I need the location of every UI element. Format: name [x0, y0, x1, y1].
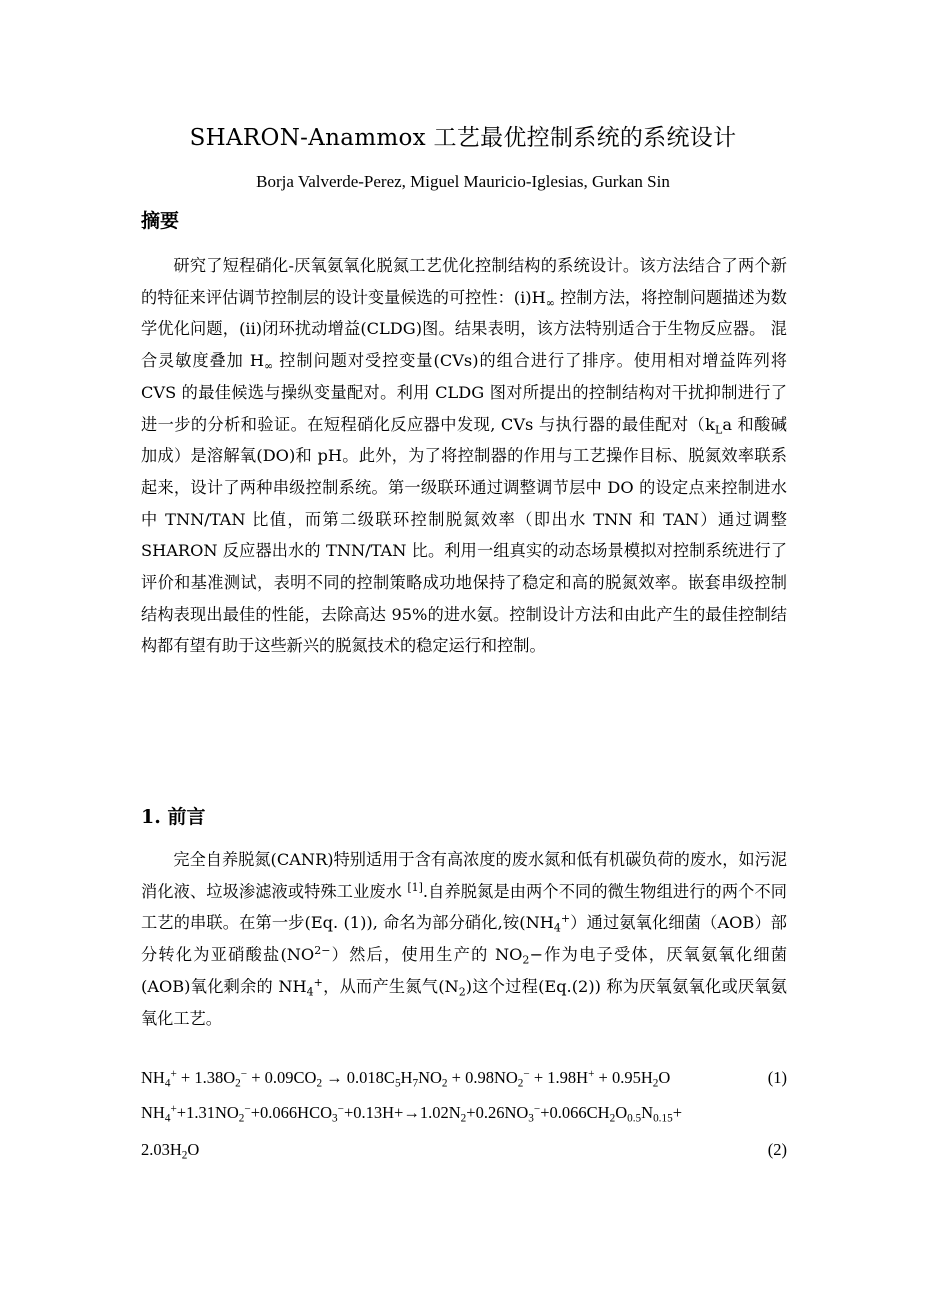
abstract-heading: 摘要 [141, 210, 180, 232]
paper-authors: Borja Valverde-Perez, Miguel Mauricio-Iglesias, Gurkan Sin [256, 172, 670, 191]
equation-1: $NH_4^+ + 1.38O_2^- + 0.09CO_2 \to 0.018C_5H_7NO_2 + 0.98NO_2^- + 1.98H^+ + 0.95H_2O$ (1) [141, 1067, 787, 1090]
equation-2-continuation: $2.03H_2O$ (2) [141, 1140, 787, 1162]
equation-1-number: (1) [767, 1068, 787, 1087]
intro-heading: 1. 前言 [141, 806, 206, 828]
abstract-paragraph: 研究了短程硝化-厌氧氨氧化脱氮工艺优化控制结构的系统设计。该方法结合了两个新的特征来评估调节控制层的设计变量候选的可控性：$(i)H_\infty$ 控制方法，将控制问题描述为数学优化问题，(ii)闭环扰动增益(CLDG)图。结果表明，该方法特别适合于生物反应器。 混合灵敏度叠加 $H_\infty$ 控制问题对受控变量(CVs)的组合进行了排序。使用相对增益阵列将 CVS 的最佳候选与操纵变量配对。利用 CLDG 图对所提出的控制结构对干扰抑制进行了进一步的分析和验证。在短程硝化反应器中发现, CVs 与执行器的最佳配对（$k_La$ 和酸碱加成）是溶解氧(DO)和 pH。此外，为了将控制器的作用与工艺操作目标、脱氮效率联系起来，设计了两种串级控制系统。第一级联环通过调整调节层中 DO 的设定点来控制进水中 TNN/TAN 比值，而第二级联环控制脱氮效率（即出水 TNN 和 TAN）通过调整 SHARON 反应器出水的 TNN/TAN 比。利用一组真实的动态场景模拟对控制系统进行了评价和基准测试，表明不同的控制策略成功地保持了稳定和高的脱氮效率。嵌套串级控制结构表现出最佳的性能，去除高达 95%的进水氨。控制设计方法和由此产生的最佳控制结构都有望有助于这些新兴的脱氮技术的稳定运行和控制。 [141, 256, 787, 656]
intro-paragraph: 完全自养脱氮(CANR)特别适用于含有高浓度的废水氮和低有机碳负荷的废水，如污泥消化液、垃圾渗滤液或特殊工业废水 [1].自养脱氮是由两个不同的微生物组进行的两个不同工艺的串联。在第一步(Eq. (1)), 命名为部分硝化,铵$(NH_4^+)$通过氨氧化细菌（AOB）部分转化为亚硝酸盐$(NO^{2-})$然后，使用生产的 $NO_2-$作为电子受体，厌氧氨氧化细菌(AOB)氧化剩余的 $NH_4^+$，从而产生氮气$(N_2)$这个过程(Eq.(2)) 称为厌氧氨氧化或厌氧氨氧化工艺。 [141, 850, 788, 1028]
equation-2-number: (2) [767, 1140, 787, 1159]
equation-2: $NH_4^++1.31NO_2^-+0.066HCO_3^-+0.13H+\to 1.02N_2+0.26NO_3^-+0.066CH_2O_{0.5}N_{0.15}+$ [141, 1102, 683, 1125]
paper-title: SHARON-Anammox 工艺最优控制系统的系统设计 [189, 125, 737, 151]
citation-ref: [1] [407, 880, 423, 894]
